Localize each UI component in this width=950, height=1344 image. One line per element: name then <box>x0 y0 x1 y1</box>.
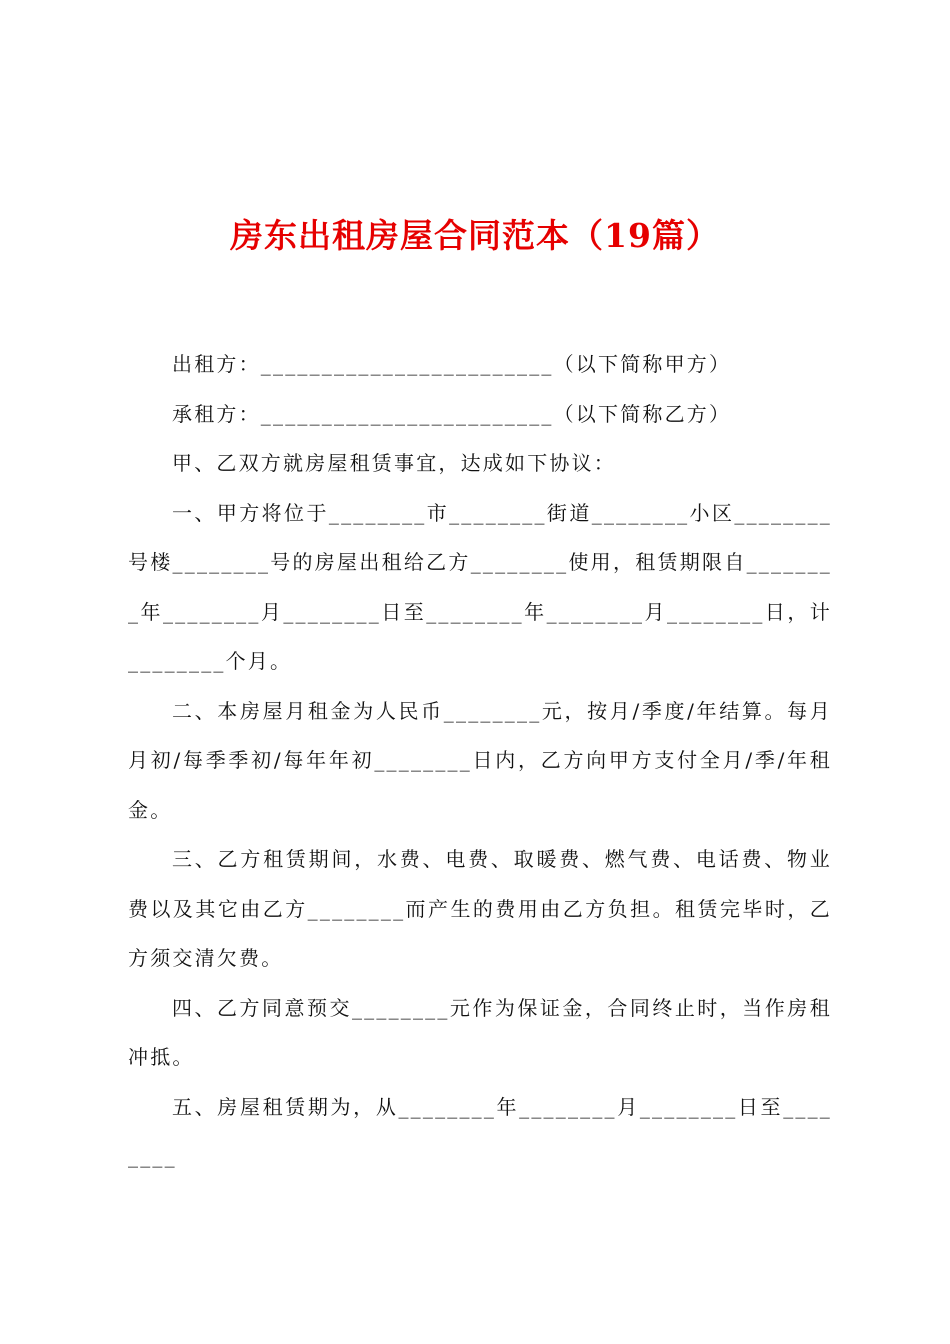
paragraph-clause-4: 四、乙方同意预交________元作为保证金，合同终止时，当作房租冲抵。 <box>128 995 832 1069</box>
paragraph-clause-2: 二、本房屋月租金为人民币________元，按月/季度/年结算。每月月初/每季季初/每年年初________日内，乙方向甲方支付全月/季/年租金。 <box>128 698 832 822</box>
document-title: 房东出租房屋合同范本（19篇） <box>230 216 720 255</box>
paragraph-lessee: 承租方：________________________（以下简称乙方） <box>172 401 732 426</box>
paragraph-clause-3: 三、乙方租赁期间，水费、电费、取暖费、燃气费、电话费、物业费以及其它由乙方________而产生的费用由乙方负担。租赁完毕时，乙方须交清欠费。 <box>128 847 832 970</box>
paragraph-lessor: 出租方：________________________（以下简称甲方） <box>172 352 732 376</box>
document-body <box>128 340 832 1182</box>
paragraph-agreement-intro: 甲、乙双方就房屋租赁事宜，达成如下协议： <box>172 451 616 475</box>
paragraph-clause-1: 一、甲方将位于________市________街道________小区________号楼________号的房屋出租给乙方________使用，租赁期限自________年________月________日至________年________月________日，计________个月。 <box>128 500 832 673</box>
paragraph-clause-5: 五、房屋租赁期为，从________年________月________日至________ <box>128 1094 832 1168</box>
